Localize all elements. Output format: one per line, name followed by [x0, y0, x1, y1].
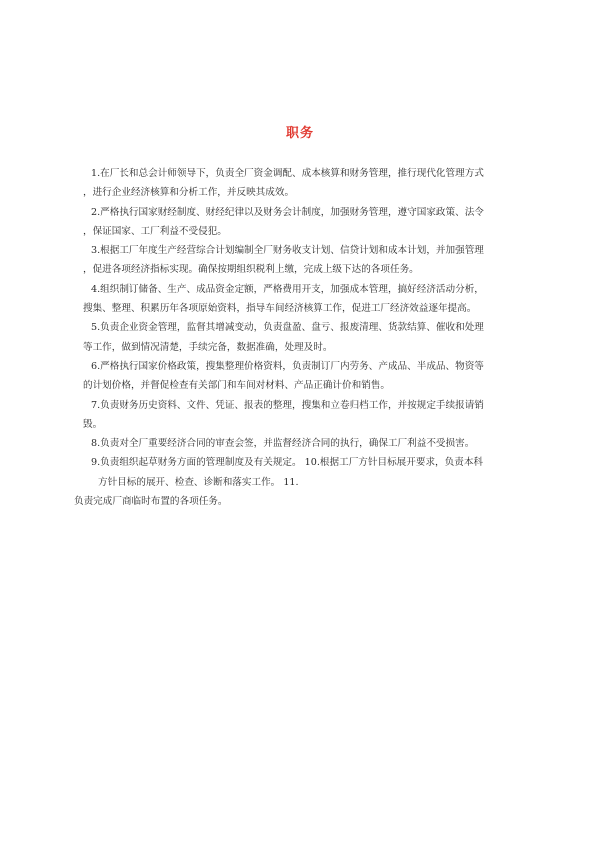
duty-line: 4.组织制订储备、生产、成品资金定额，严格费用开支，加强成本管理，搞好经济活动分析，: [91, 283, 484, 295]
duty-line: 负责完成厂商临时布置的各项任务。: [74, 496, 228, 508]
duty-line: 3.根据工厂年度生产经营综合计划编制全厂财务收支计划、信贷计划和成本计划，并加强管理: [91, 245, 484, 257]
duty-line: 的计划价格，并督促检查有关部门和车间对材料、产品正确计价和销售。: [83, 380, 390, 392]
duty-line: ，进行企业经济核算和分析工作，并反映其成效。: [83, 187, 295, 199]
duty-line: 等工作，做到情况清楚，手续完备，数据准确，处理及时。: [83, 341, 333, 353]
page-title: 职务: [285, 126, 314, 141]
duty-line: 方针目标的展开、检查、诊断和落实工作。 11.: [98, 476, 299, 488]
duty-line: ，保证国家、工厂利益不受侵犯。: [83, 225, 227, 237]
duty-line: 毁。: [83, 418, 103, 430]
duty-line: 1.在厂长和总会计师领导下，负责全厂资金调配、成本核算和财务管理，推行现代化管理方式: [91, 168, 484, 179]
duty-line: 8.负责对全厂重要经济合同的审查会签，并监督经济合同的执行，确保工厂利益不受损害。: [91, 438, 475, 450]
duty-line: ，促进各项经济指标实现。确保按期组织税利上缴，完成上级下达的各项任务。: [83, 264, 419, 276]
duty-line: 2.严格执行国家财经制度、财经纪律以及财务会计制度，加强财务管理，遵守国家政策、法令: [91, 206, 484, 218]
duty-line: 6.严格执行国家价格政策，搜集整理价格资料，负责制订厂内劳务、产成品、半成品、物资等: [91, 360, 484, 372]
duty-line: 5.负责企业资金管理，监督其增减变动，负责盘盈、盘亏、报废清理、货款结算、催收和处理: [91, 322, 484, 334]
duty-line: 9.负责组织起草财务方面的管理制度及有关规定。 10.根据工厂方针目标展开要求，负责本科: [91, 457, 484, 469]
duty-line: 7.负责财务历史资料、文件、凭证、报表的整理，搜集和立卷归档工作，并按规定手续报请销: [91, 399, 484, 411]
duties-body: [76, 164, 532, 511]
duty-line: 搜集、整理、积累历年各项原始资料，指导车间经济核算工作，促进工厂经济效益逐年提高。: [83, 303, 477, 315]
